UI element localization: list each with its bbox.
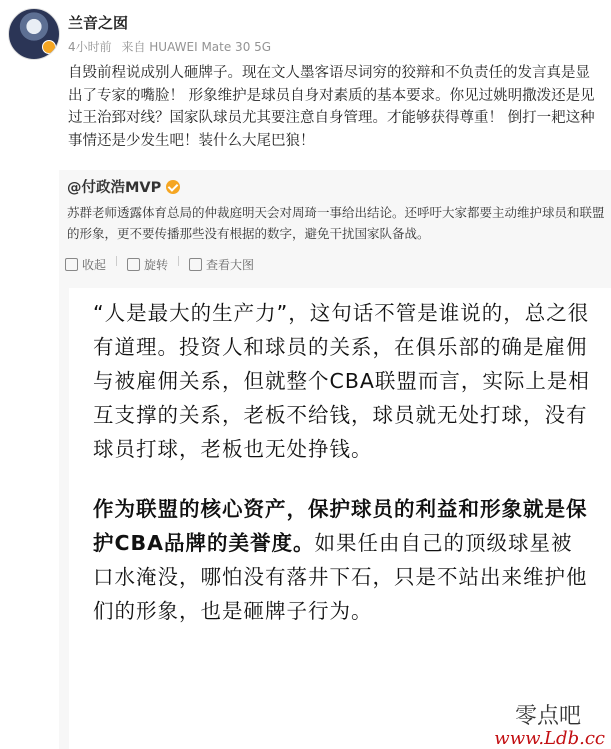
attached-image[interactable]	[69, 288, 611, 749]
image-paragraph-2-bold: 作为联盟的核心资产，保护球员的利益和形象就是保护CBA品牌的美誉度。	[93, 497, 588, 555]
collapse-icon	[65, 258, 78, 271]
post-source: 来自 HUAWEI Mate 30 5G	[121, 40, 272, 54]
rotate-label: 旋转	[144, 258, 169, 272]
watermark-url: www.Ldb.cc	[494, 728, 605, 749]
vip-badge-icon	[42, 40, 56, 54]
repost-author[interactable]: @付政浩MVP	[67, 180, 162, 196]
view-large-button[interactable]	[189, 256, 254, 273]
verified-icon	[166, 180, 180, 194]
collapse-button[interactable]	[65, 256, 106, 273]
view-large-label: 查看大图	[206, 258, 255, 272]
image-text	[93, 296, 593, 654]
watermark	[494, 705, 611, 749]
user-name[interactable]: 兰音之囡	[68, 14, 129, 32]
image-paragraph-2	[93, 492, 593, 628]
post-text: 自毁前程说成别人砸牌子。现在文人墨客语尽词穷的狡辩和不负责任的发言真是显出了专家的嘴脸！ 形象维护是球员自身对素质的基本要求。你见过姚明撒泼还是见过王治郅对线？国家队球员尤其要注意自身管理。才能够获得尊重！ 倒打一耙这种事情还是少发生吧！装什么大尾巴狼！	[68, 65, 595, 149]
image-paragraph-1: “人是最大的生产力”，这句话不管是谁说的，总之很有道理。投资人和球员的关系，在俱乐部的确是雇佣与被雇佣关系，但就整个CBA联盟而言，实际上是相互支撑的关系，老板不给钱，球员就无处打球，没有球员打球，老板也无处挣钱。	[93, 301, 590, 461]
post-meta	[68, 38, 271, 55]
image-paragraph-2-rest: 如果任由自己的顶级球星被口水淹没，哪怕没有落井下石，只是不站出来维护他们的形象，也是砸牌子行为。	[93, 531, 588, 623]
view-large-icon	[189, 258, 202, 271]
collapse-label: 收起	[82, 258, 107, 272]
post-time[interactable]: 4小时前	[68, 40, 112, 54]
repost-author-row	[67, 176, 180, 197]
rotate-icon	[127, 258, 140, 271]
watermark-cn: 零点吧	[514, 704, 581, 729]
divider	[178, 256, 179, 266]
avatar[interactable]	[8, 8, 60, 60]
rotate-button[interactable]	[127, 256, 168, 273]
divider	[116, 256, 117, 266]
image-actions	[65, 256, 270, 273]
repost-text: 苏群老师透露体育总局的仲裁庭明天会对周琦一事给出结论。还呼吁大家都要主动维护球员和联盟的形象，更不要传播那些没有根据的数字，避免干扰国家队备战。	[67, 205, 605, 241]
repost-card	[59, 170, 611, 749]
